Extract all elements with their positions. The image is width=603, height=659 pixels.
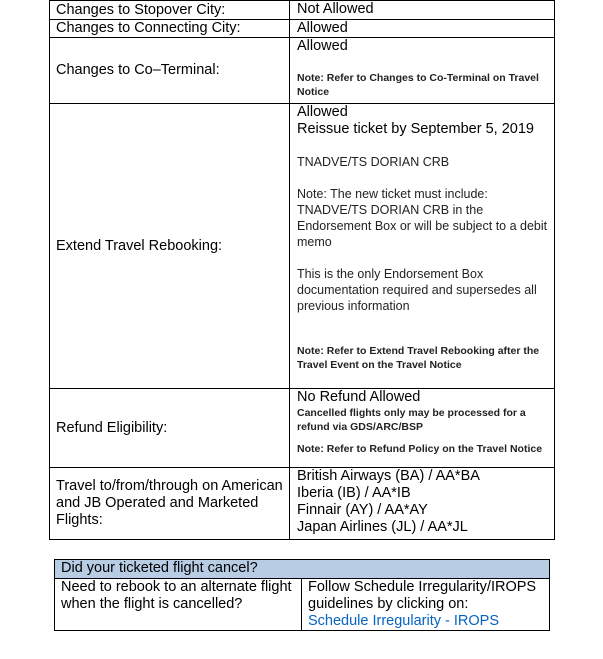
refund-cell: [290, 389, 555, 468]
rebook-question: Need to rebook to an alternate flight when the flight is cancelled?: [55, 579, 302, 631]
irops-link[interactable]: Schedule Irregularity - IROPS: [308, 613, 499, 629]
waiver-policy-table: [49, 0, 555, 540]
airline-item: Iberia (IB) / AA*IB: [297, 485, 411, 501]
connecting-label: Changes to Connecting City:: [50, 20, 290, 38]
travel-cell: [290, 468, 555, 540]
airline-item: British Airways (BA) / AA*BA: [297, 468, 480, 484]
airline-item: Finnair (AY) / AA*AY: [297, 502, 428, 518]
table-row: [50, 468, 555, 540]
connecting-value: Allowed: [290, 20, 555, 38]
travel-label: Travel to/from/through on American and JB Operated and Marketed Flights:: [50, 468, 290, 540]
stopover-value: Not Allowed: [290, 1, 555, 20]
table-row: [50, 38, 555, 104]
extend-value: Allowed: [297, 104, 348, 120]
reissue-date: Reissue ticket by September 5, 2019: [297, 121, 534, 137]
extend-cell: [290, 104, 555, 389]
coterminal-value: Allowed: [297, 38, 348, 54]
endorsement-code: TNADVE/TS DORIAN CRB: [297, 155, 450, 169]
extend-label: Extend Travel Rebooking:: [50, 104, 290, 389]
table-row: [50, 1, 555, 20]
extend-note: Note: Refer to Extend Travel Rebooking after the Travel Event on the Travel Notice: [297, 345, 540, 371]
refund-label: Refund Eligibility:: [50, 389, 290, 468]
flight-cancel-table: [54, 559, 550, 631]
rebook-answer: Follow Schedule Irregularity/IROPS guidelines by clicking on:: [308, 579, 537, 612]
table-row: [50, 389, 555, 468]
table-row: [55, 560, 550, 579]
table-row: [50, 20, 555, 38]
coterminal-label: Changes to Co–Terminal:: [50, 38, 290, 104]
rebook-answer-cell: [302, 579, 550, 631]
refund-note: Note: Refer to Refund Policy on the Travel Notice: [297, 443, 543, 455]
stopover-label: Changes to Stopover City:: [50, 1, 290, 20]
coterminal-cell: [290, 38, 555, 104]
endorsement-note: Note: The new ticket must include: TNADVE/TS DORIAN CRB in the Endorsement Box or will be subject to a debit memo: [297, 187, 548, 249]
cancel-header: Did your ticketed flight cancel?: [55, 560, 550, 579]
coterminal-note: Note: Refer to Changes to Co-Terminal on Travel Notice: [297, 72, 539, 98]
table-row: [55, 579, 550, 631]
table-row: [50, 104, 555, 389]
airline-item: Japan Airlines (JL) / AA*JL: [297, 519, 468, 535]
refund-detail: Cancelled flights only may be processed for a refund via GDS/ARC/BSP: [297, 407, 526, 433]
supersedes-note: This is the only Endorsement Box documentation required and supersedes all previous information: [297, 267, 537, 313]
refund-value: No Refund Allowed: [297, 389, 421, 405]
